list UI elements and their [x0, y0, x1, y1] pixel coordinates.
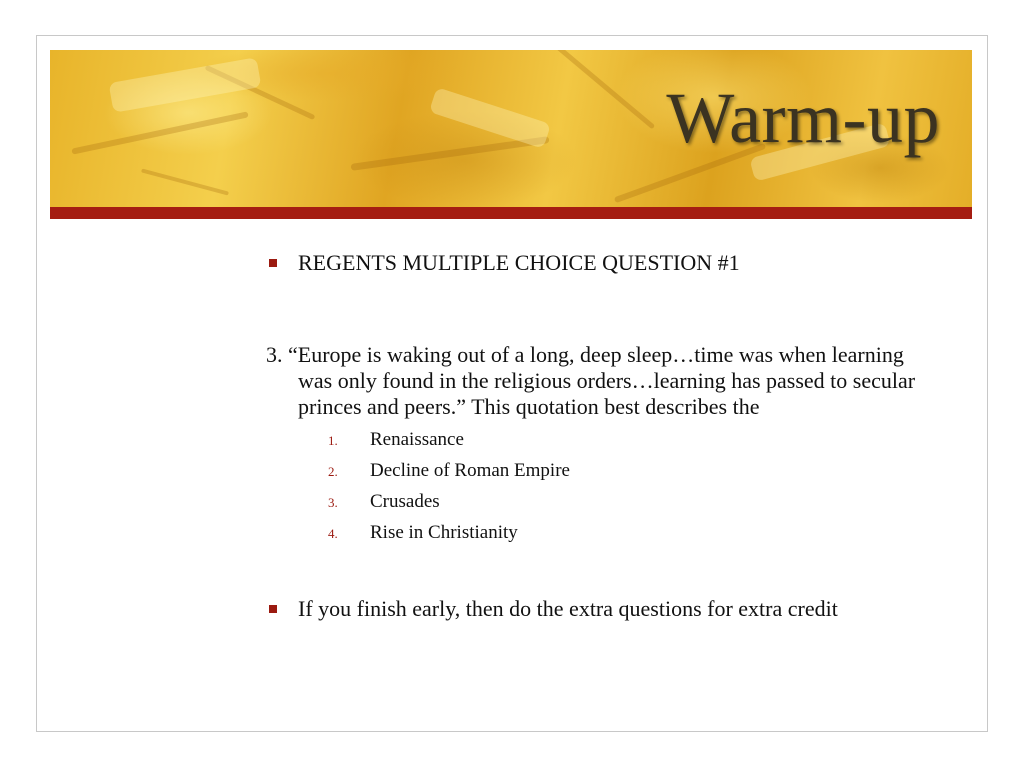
answer-choice: [328, 486, 962, 517]
choice-number: 1.: [328, 433, 338, 449]
question-text: 3. “Europe is waking out of a long, deep sleep…time was when learning was only found in the religious orders…learning has passed to secular princes and peers.” This quotation best describes the: [266, 342, 916, 420]
answer-choice: [328, 424, 962, 455]
bullet-item: [262, 250, 962, 276]
answer-choice: [328, 517, 962, 548]
choice-label: Renaissance: [370, 429, 464, 451]
choice-label: Decline of Roman Empire: [370, 460, 570, 482]
slide-title: Warm-up: [666, 78, 940, 158]
banner-texture: [141, 168, 229, 195]
banner-texture: [71, 111, 248, 154]
slide-content: [262, 250, 962, 623]
answer-choices: [262, 424, 962, 548]
choice-label: Crusades: [370, 491, 440, 513]
bullet-square-icon: [269, 259, 277, 267]
title-banner: [50, 50, 972, 207]
choice-number: 3.: [328, 495, 338, 511]
choice-number: 2.: [328, 464, 338, 480]
bullet-item: [262, 596, 962, 622]
banner-texture: [429, 87, 551, 149]
bullet-text: If you finish early, then do the extra questions for extra credit: [298, 596, 838, 622]
banner-texture: [545, 50, 655, 129]
title-rule: [50, 207, 972, 219]
choice-number: 4.: [328, 526, 338, 542]
banner-texture: [109, 57, 262, 113]
choice-label: Rise in Christianity: [370, 522, 518, 544]
answer-choice: [328, 455, 962, 486]
bullet-text: REGENTS MULTIPLE CHOICE QUESTION #1: [298, 250, 740, 275]
bullet-square-icon: [269, 605, 277, 613]
